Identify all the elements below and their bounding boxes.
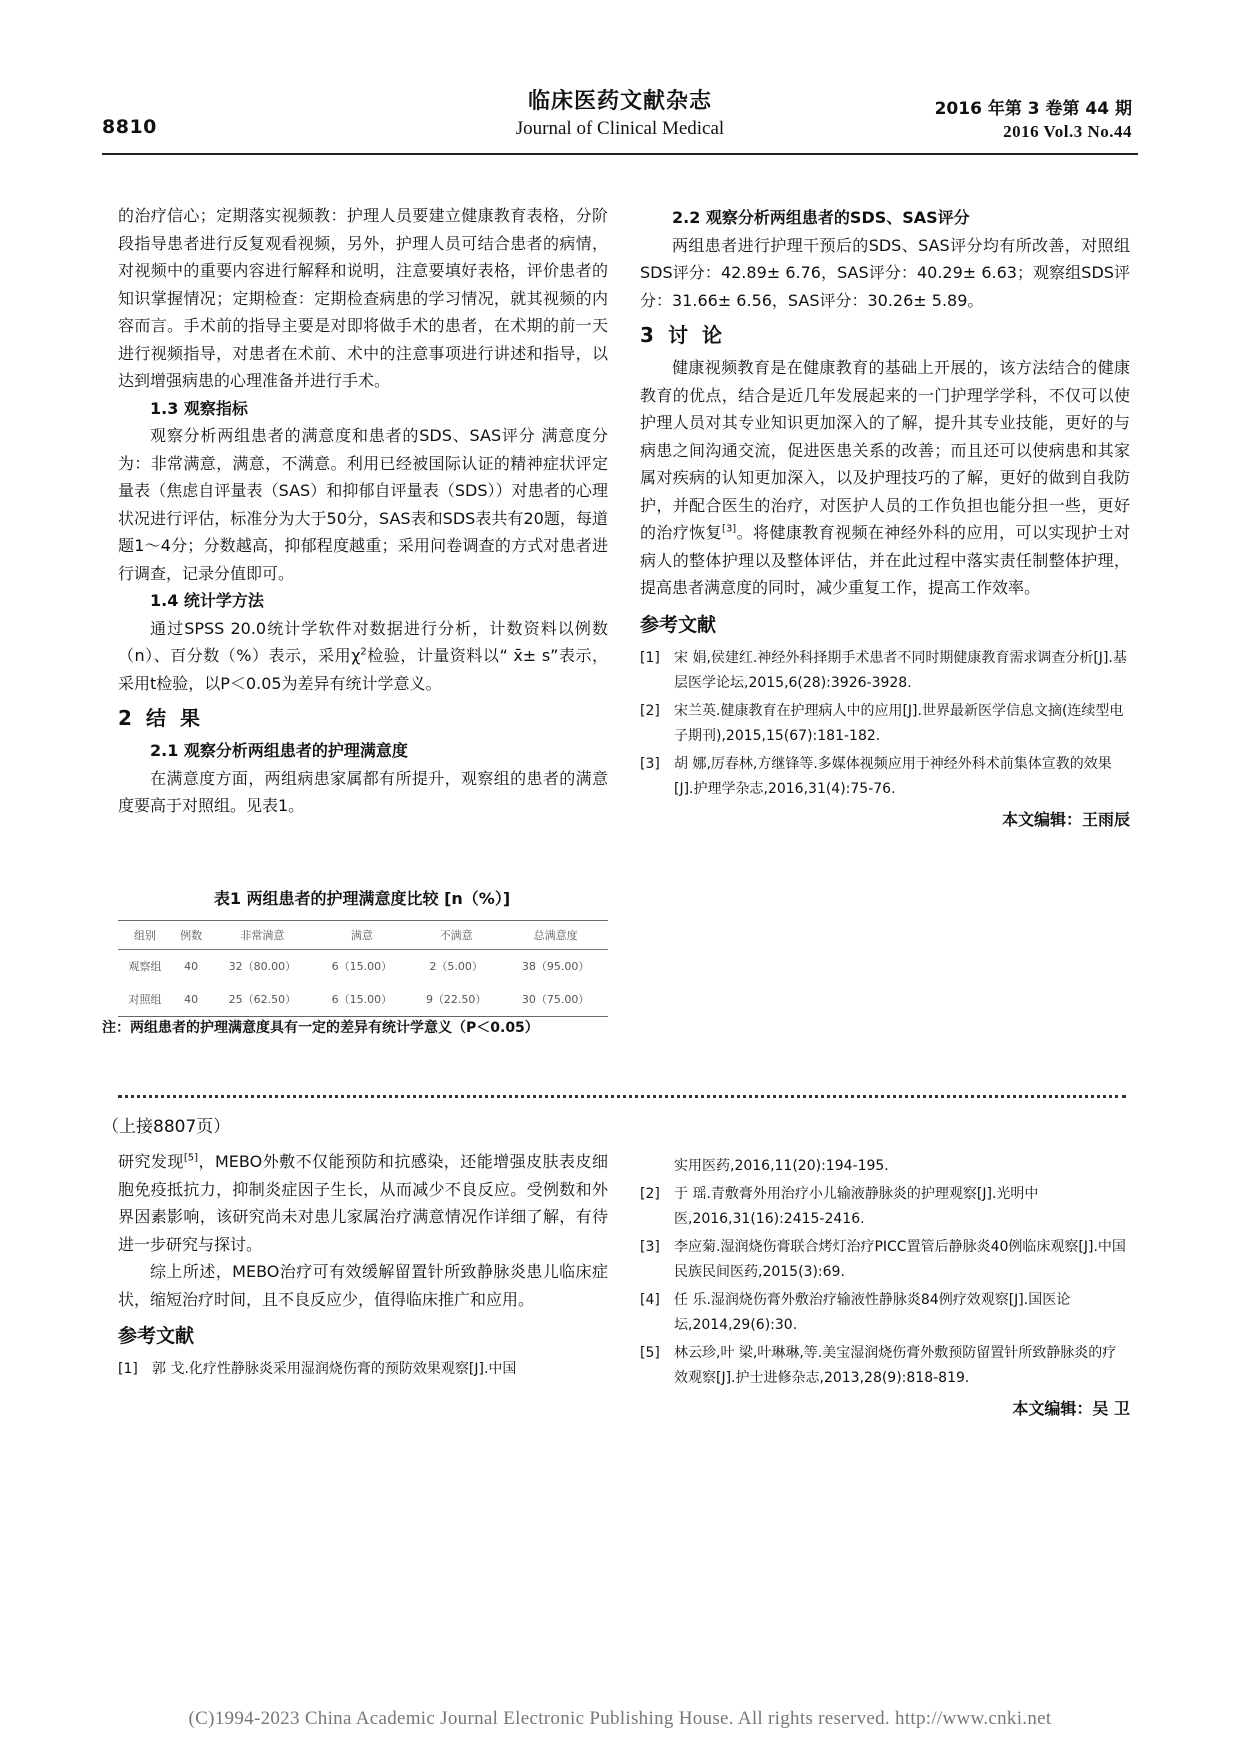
references-title: 参考文献 [640,613,717,636]
satisfaction-table [118,920,608,1017]
journal-title-en: Journal of Clinical Medical [515,118,725,139]
reference-item: [5] 林云珍,叶 梁,叶琳琳,等.美宝湿润烧伤膏外敷预防留置针所致静脉炎的疗效观察[J].护士进修杂志,2013,28(9):818-819. [640,1345,1117,1386]
paragraph: 通过SPSS 20.0统计学软件对数据进行分析，计数资料以例数（n）、百分数（%）表示，采用$\chi^2$检验，计量资料以“ x̄± s”表示，采用t检验，以P＜0.05为差异有统计学意义。 [118,618,608,693]
paragraph: 的治疗信心；定期落实视频教：护理人员要建立健康教育表格，分阶段指导患者进行反复观看视频，另外，护理人员可结合患者的病情，对视频中的重要内容进行解释和说明，注意要填好表格，评价患者的知识掌握情况；定期检查：定期检查病患的学习情况，就其视频的内容而言。手术前的指导主要是对即将做手术的患者，在术期的前一天进行视频指导，对患者在术前、术中的注意事项进行讲述和指导，以达到增强病患的心理准备并进行手术。 [118,206,608,390]
table-header: 满意 [315,921,409,950]
continued-from: （上接8807页） [102,1117,231,1137]
paragraph: 在满意度方面，两组病患家属都有所提升，观察组的患者的满意度要高于对照组。见表1。 [118,768,608,815]
table-caption: 表1 两组患者的护理满意度比较 [n（%）] [213,889,511,908]
page-number: 8810 [102,116,157,138]
table-note: 注：两组患者的护理满意度具有一定的差异有统计学意义（P＜0.05） [102,1020,539,1036]
reference-item: [3] 胡 娜,厉春林,方继锋等.多媒体视频应用于神经外科术前集体宣教的效果[J].护理学杂志,2016,31(4):75-76. [640,755,1112,797]
table-row: 对照组 40 25（62.50） 6（15.00） 9（22.50） 30（75.00） [118,983,608,1017]
references-title: 参考文献 [118,1325,195,1347]
table-header: 非常满意 [210,921,315,950]
section-heading-3: 3 讨论 [640,323,736,347]
reference-item: [1] 郭 戈.化疗性静脉炎采用湿润烧伤膏的预防效果观察[J].中国 [118,1361,517,1377]
paragraph: 健康视频教育是在健康教育的基础上开展的，该方法结合的健康教育的优点，结合是近几年发展起来的一门护理学学科，不仅可以使护理人员对其专业知识更加深入的了解，提升其专业技能，更好的与病患之间沟通交流，促进医患关系的改善；而且还可以使病患和其家属对疾病的认知更加深入，以及护理技巧的了解，更好的做到自我防护，并配合医生的治疗，对医护人员的工作负担也能分担一些，更好的治疗恢复[3]。将健康教育视频在神经外科的应用，可以实现护士对病人的整体护理以及整体评估，并在此过程中落实责任制整体护理，提高患者满意度的同时，减少重复工作，提高工作效率。 [640,358,1130,597]
paragraph: 观察分析两组患者的满意度和患者的SDS、SAS评分 满意度分为：非常满意，满意，不满意。利用已经被国际认证的精神症状评定量表（焦虑自评量表（SAS）和抑郁自评量表（SDS））对患者的心理状况进行评估，标准分为大于50分，SAS表和SDS表共有20题，每道题1～4分；分数越高，抑郁程度越重；采用问卷调查的方式对患者进行调查，记录分值即可。 [118,426,608,583]
table-row: 观察组 40 32（80.00） 6（15.00） 2（5.00） 38（95.00） [128,959,590,973]
reference-item: [1] 宋 娟,侯建红.神经外科择期手术患者不同时期健康教育需求调查分析[J].基层医学论坛,2015,6(28):3926-3928. [640,649,1127,691]
paragraph: 综上所述，MEBO治疗可有效缓解留置针所致静脉炎患儿临床症状，缩短治疗时间，且不良反应少，值得临床推广和应用。 [118,1262,608,1309]
copyright-footer: (C)1994-2023 China Academic Journal Electronic Publishing House. All rights reserved. http://www.cnki.net [188,1708,1052,1729]
header-rule [102,153,1138,155]
table-header: 总满意度 [503,921,608,950]
table-header: 组别 [118,921,172,950]
section-heading-1-4: 1.4 统计学方法 [150,591,264,610]
editor-credit: 本文编辑：吴 卫 [1012,1399,1130,1418]
right-column [640,204,1130,833]
reference-item-continued: 实用医药,2016,11(20):194-195. [674,1158,889,1174]
issue-cn: 2016 年第 3 卷第 44 期 [934,99,1132,119]
paragraph: 研究发现[5]，MEBO外敷不仅能预防和抗感染，还能增强皮肤表皮细胞免疫抵抗力，抑制炎症因子生长，从而减少不良反应。受例数和外界因素影响，该研究尚未对患儿家属治疗满意情况作详细了解，有待进一步研究与探讨。 [118,1152,608,1254]
section-heading-2: 2 结果 [118,706,214,730]
reference-item: [2] 于 瑶.青敷膏外用治疗小儿输液静脉炎的护理观察[J].光明中医,2016,31(16):2415-2416. [640,1186,1039,1227]
dotted-divider [118,1095,1126,1098]
section-heading-2-1: 2.1 观察分析两组患者的护理满意度 [150,741,408,760]
reference-item: [2] 宋兰英.健康教育在护理病人中的应用[J].世界最新医学信息文摘(连续型电子期刊),2015,15(67):181-182. [640,702,1124,744]
editor-credit: 本文编辑：王雨辰 [1001,809,1130,829]
reference-item: [4] 任 乐.湿润烧伤膏外敷治疗输液性静脉炎84例疗效观察[J].国医论坛,2014,29(6):30. [640,1292,1071,1333]
table-header: 不满意 [409,921,503,950]
reference-item: [3] 李应菊.湿润烧伤膏联合烤灯治疗PICC置管后静脉炎40例临床观察[J].中国民族民间医药,2015(3):69. [640,1239,1126,1280]
table-header: 例数 [172,921,210,950]
lower-right-column [640,1154,1130,1423]
section-heading-1-3: 1.3 观察指标 [150,398,248,418]
issue-en: 2016 Vol.3 No.44 [1003,122,1132,141]
journal-title-cn: 临床医药文献杂志 [527,89,712,114]
section-heading-2-2: 2.2 观察分析两组患者的SDS、SAS评分 [672,208,970,227]
left-column [118,202,608,820]
lower-left-column [118,1148,608,1385]
paragraph: 两组患者进行护理干预后的SDS、SAS评分均有所改善，对照组SDS评分：42.89± 6.76，SAS评分：40.29± 6.63；观察组SDS评分：31.66± 6.56，SAS评分：30.26± 5.89。 [640,235,1130,310]
